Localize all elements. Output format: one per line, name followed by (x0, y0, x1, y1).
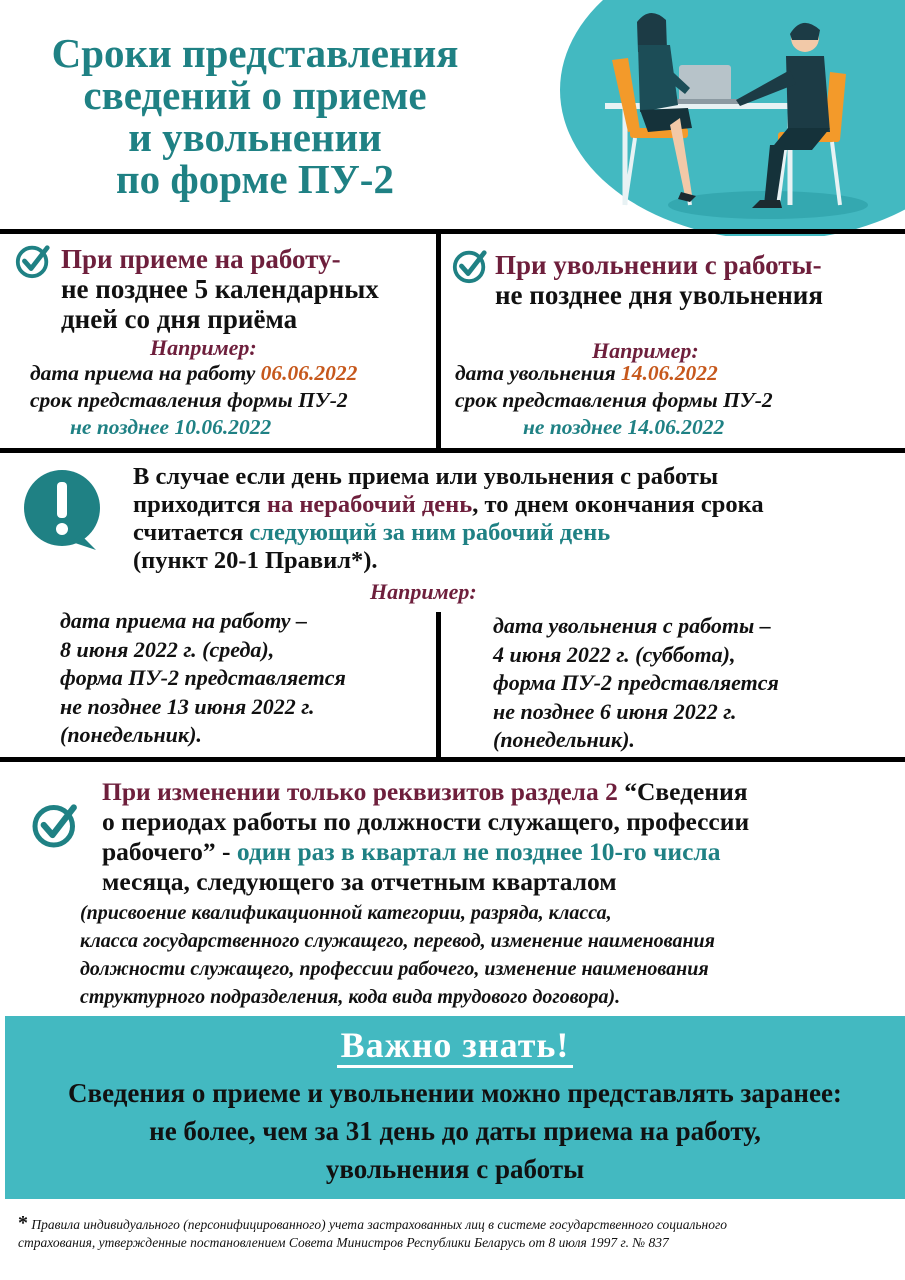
important-title: Важно знать! (337, 1025, 574, 1068)
hire-deadline (61, 244, 431, 334)
example-line: 4 июня 2022 г. (суббота), (493, 641, 736, 667)
dismissal-example-deadline: не позднее 14.06.2022 (523, 415, 725, 439)
hire-example-text: дата приема на работу (30, 361, 261, 385)
rule-line: В случае если день приема или увольнения с работы (133, 463, 719, 490)
dismissal-example-line2: срок представления формы ПУ-2 (455, 388, 773, 412)
important-line: не более, чем за 31 день до даты приема на работу, (149, 1116, 761, 1146)
title-line: по форме ПУ-2 (116, 156, 394, 202)
hire-example (30, 360, 430, 441)
footnote-line: страхования, утвержденные постановлением Совета Министров Республики Беларусь от 8 июля 1997 г. № 837 (18, 1235, 669, 1250)
important-line: увольнения с работы (325, 1154, 585, 1184)
example-line: форма ПУ-2 представляется (60, 665, 346, 690)
note-line: класса государственного служащего, перевод, изменение наименования (80, 930, 715, 952)
requisites-heading: При изменении только реквизитов раздела 2 (102, 777, 625, 806)
check-circle-icon (14, 242, 52, 280)
important-line: Сведения о приеме и увольнении можно представлять заранее: (68, 1078, 842, 1108)
dismissal-deadline (495, 250, 895, 310)
requisites-text: рабочего” - (102, 837, 237, 866)
important-banner (5, 1016, 905, 1199)
note-line: (присвоение квалификационной категории, разряда, класса, (80, 902, 612, 924)
divider (0, 448, 905, 453)
footnote-line: Правила индивидуального (персонифицированного) учета застрахованных лиц в системе государственного социального (31, 1217, 728, 1232)
hire-example-line2: срок представления формы ПУ-2 (30, 388, 348, 412)
nonworking-rule (133, 463, 898, 575)
requisites-text: о периодах работы по должности служащего, профессии (102, 807, 750, 836)
requisites-rule (102, 777, 892, 897)
office-meeting-illustration (540, 0, 905, 236)
example-line: 8 июня 2022 г. (среда), (60, 636, 275, 662)
check-circle-icon (30, 800, 80, 850)
example-line: дата увольнения с работы – (493, 613, 771, 638)
hire-nonworking-example (60, 607, 430, 750)
rule-text: считается (133, 519, 250, 546)
dismissal-nonworking-example (493, 612, 893, 755)
requisites-text: месяца, следующего за отчетным кварталом (102, 867, 617, 896)
dismissal-heading: При увольнении с работы- (495, 250, 822, 280)
hire-example-label: Например: (150, 335, 257, 360)
hire-line: не позднее 5 календарных (61, 274, 379, 304)
example-line: (понедельник). (60, 722, 202, 747)
requisites-note (80, 899, 880, 1011)
title-line: сведений о приеме (83, 72, 427, 118)
dismissal-example-label: Например: (592, 338, 699, 363)
rule-text: , то днем окончания срока (472, 491, 764, 518)
page-title (20, 32, 490, 200)
divider (0, 229, 905, 234)
note-line: должности служащего, профессии рабочего, изменение наименования (80, 958, 709, 980)
check-circle-icon (451, 247, 489, 285)
note-line: структурного подразделения, кода вида трудового договора). (80, 986, 621, 1008)
dismissal-example-text: дата увольнения (455, 361, 622, 385)
footnote (18, 1214, 898, 1252)
hire-heading: При приеме на работу- (61, 244, 341, 274)
dismissal-example-date: 14.06.2022 (621, 361, 718, 385)
example-line: не позднее 6 июня 2022 г. (493, 698, 737, 724)
nonworking-example-label: Например: (370, 579, 477, 604)
example-line: не позднее 13 июня 2022 г. (60, 693, 315, 719)
footnote-star: * (18, 1212, 28, 1234)
title-line: Сроки представления (51, 30, 459, 76)
divider (0, 757, 905, 762)
dismissal-line: не позднее дня увольнения (495, 280, 823, 310)
requisites-highlight: один раз в квартал не позднее 10-го числа (236, 837, 721, 866)
rule-highlight: следующий за ним рабочий день (249, 519, 611, 546)
hire-example-deadline: не позднее 10.06.2022 (70, 415, 272, 439)
dismissal-example (455, 360, 895, 441)
rule-line: (пункт 20-1 Правил*). (133, 547, 378, 574)
hire-example-date: 06.06.2022 (260, 361, 358, 385)
rule-highlight: на нерабочий день (266, 491, 473, 518)
exclamation-bubble-icon (22, 468, 102, 552)
divider (436, 612, 441, 758)
title-line: и увольнении (128, 114, 382, 160)
hire-line: дней со дня приёма (61, 304, 298, 334)
example-line: форма ПУ-2 представляется (493, 670, 779, 695)
rule-text: приходится (133, 491, 267, 518)
example-line: (понедельник). (493, 727, 635, 752)
divider (436, 232, 441, 450)
requisites-text: “Сведения (624, 777, 748, 806)
example-line: дата приема на работу – (60, 608, 308, 633)
